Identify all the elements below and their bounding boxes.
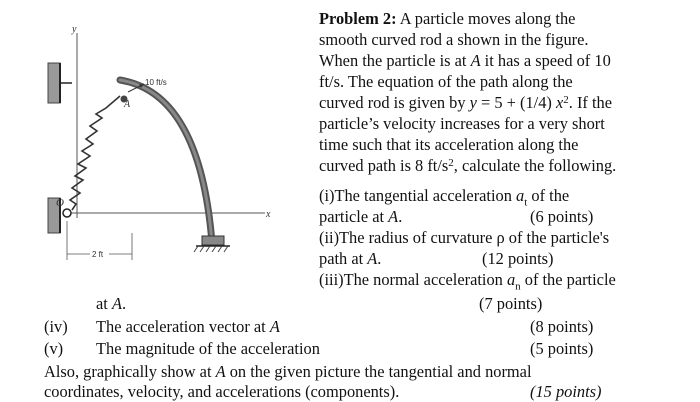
item-v-text: The magnitude of the acceleration	[96, 339, 320, 358]
rod-base-support	[202, 236, 224, 245]
item-v-number: (v)	[44, 339, 64, 358]
y-axis-label: y	[72, 24, 77, 35]
closing-line-2: coordinates, velocity, and accelerations (components).	[44, 382, 400, 401]
problem-line-3: When the particle is at A it has a speed of 10	[319, 51, 611, 70]
problem-line-4: ft/s. The equation of the path along the	[319, 72, 573, 91]
problem-heading: Problem 2:	[319, 9, 397, 28]
item-ii-line-1: (ii)The radius of curvature ρ of the particle's	[319, 228, 610, 247]
item-i-points: (6 points)	[530, 207, 594, 226]
problem-line-8: curved path is 8 $ft/s^2$, calculate the following.	[319, 156, 617, 175]
speed-label: 10 ft/s	[145, 78, 167, 87]
dimension-label: 2 ft	[92, 250, 104, 259]
problem-line-6: particle’s velocity increases for a very short	[319, 114, 605, 133]
problem-line-5: curved rod is given by y = 5 + (1/4) $x^2$. If the	[319, 93, 613, 112]
closing-points: (15 points)	[530, 382, 602, 401]
label-A: A	[124, 99, 131, 110]
item-iii-points: (7 points)	[479, 294, 543, 313]
problem-line-2: smooth curved rod a shown in the figure.	[319, 30, 589, 49]
item-i-line-1: (i)The tangential acceleration $a_t$ of the	[319, 186, 570, 209]
x-axis-label: x	[266, 209, 271, 220]
problem-line-7: time such that its acceleration along the	[319, 135, 579, 154]
closing-line-1: Also, graphically show at A on the given picture the tangential and normal	[44, 362, 532, 381]
item-v-points: (5 points)	[530, 339, 594, 358]
curved-rod-figure	[20, 18, 310, 278]
item-ii-points: (12 points)	[482, 249, 554, 268]
item-iv-text: The acceleration vector at A	[96, 317, 280, 336]
item-ii-line-2: path at A.	[319, 249, 382, 268]
item-iii-line-1: (iii)The normal acceleration $a_n$ of the particle	[319, 270, 616, 293]
label-O: O	[56, 197, 64, 209]
pin-O	[63, 209, 71, 217]
problem-line-1: Problem 2: A particle moves along the	[319, 9, 576, 28]
item-iv-points: (8 points)	[530, 317, 594, 336]
top-wall-support	[48, 63, 60, 103]
item-iii-line-2: at A.	[96, 294, 127, 313]
item-iv-number: (iv)	[44, 317, 68, 336]
item-i-line-2: particle at A.	[319, 207, 403, 226]
